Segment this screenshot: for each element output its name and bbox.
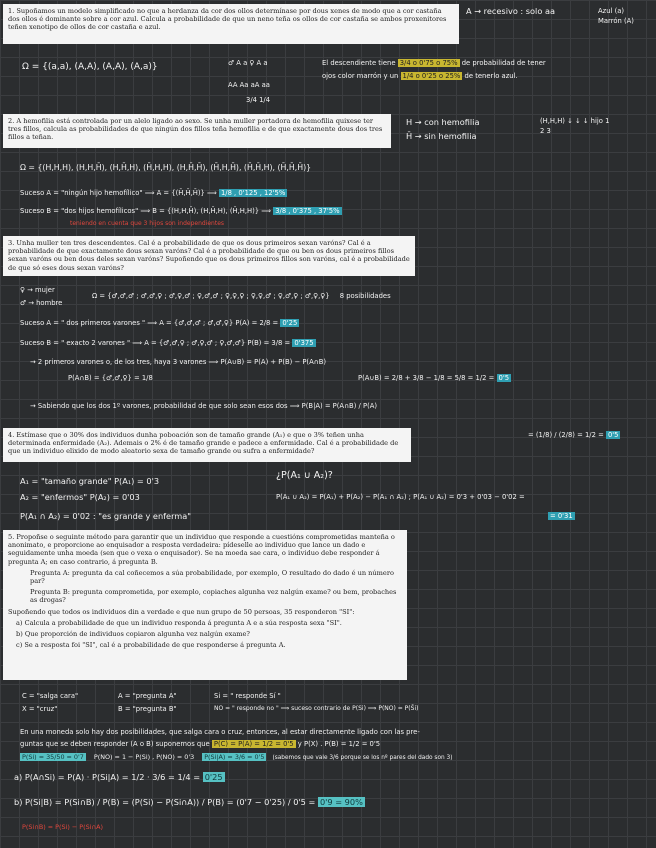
problem4-text: 4. Estímase que o 30% dos individuos dunha poboación son de tamaño grande (A₁) e que o 3% teñen unha determinada enfermidade (A₂). Ademais o 2% é de tamaño grande e padece a enfermidade. Cal é a probabilidade de que un individuo elixido de modo aleatorio sexa de tamaño grande ou sufra a enfermidade? xyxy=(8,431,399,456)
p5-prob-si: P(Si) = 35/50 = 0'7 xyxy=(22,753,84,761)
p2-legend1: H → con hemofilia xyxy=(406,117,480,127)
p3-sucB-text: Suceso B = " exacto 2 varones " ⟹ A = {♂,♂,♀ ; ♂,♀,♂ ; ♀,♂,♂} P(B) = 3/8 = xyxy=(20,339,291,347)
problem3-statement xyxy=(3,236,415,276)
p1-conclusion-line1 xyxy=(322,58,546,68)
p3-sucB-result: 0'375 xyxy=(294,339,314,347)
p5-answer-a-result: 0'25 xyxy=(204,772,223,782)
p3-line3: → 2 primeros varones o, de los tres, haya 3 varones ⟹ P(A∪B) = P(A) + P(B) − P(A∩B) xyxy=(30,358,327,366)
p3-sucA-result: 0'25 xyxy=(282,319,298,327)
p3-omega-count: 8 posibilidades xyxy=(339,292,391,300)
p3-line4a: P(A∩B) = {♂,♂,♀} = 1/8 xyxy=(68,374,153,382)
p4-l1: A₁ = "tamaño grande" P(A₁) = 0'3 xyxy=(20,476,160,486)
problem5-part-c: c) Se a resposta foi "SI", cal é a probabilidade de que responderse á pregunta A. xyxy=(16,641,286,650)
p5-text-line2b: y P(X) . P(B) = 1/2 = 0'5 xyxy=(297,740,381,748)
p3-line4-result: 0'5 xyxy=(498,374,510,382)
p5-answer-b-text: b) P(Si|B) = P(Si∩B) / P(B) = (P(Si) − P(Si∩A)) / P(B) = (0'7 − 0'25) / 0'5 = xyxy=(14,797,316,807)
p3-sucB xyxy=(20,338,316,348)
p3-line4b xyxy=(358,373,511,383)
p3-line6 xyxy=(528,430,620,440)
p2-omega: Ω = {(H,H,H), (H,H,H̄), (H,H̄,H), (H̄,H,H), (H,H̄,H̄), (H̄,H,H̄), (H̄,H̄,H), (H̄,H̄,H̄)} xyxy=(20,163,312,172)
p1-conclusion-b: de probabilidad de tener xyxy=(461,59,546,67)
p3-omega xyxy=(92,291,391,301)
p1-note-top: A → recesivo : solo aa xyxy=(466,6,555,16)
p1-cross-probs: 3/4 1/4 xyxy=(246,96,271,104)
p3-line5: → Sabiendo que los dos 1º varones, probabilidad de que solo sean esos dos ⟹ P(B|A) = P(A∩B) / P(A) xyxy=(30,402,378,410)
p5-def-c: C = "salga cara" xyxy=(22,692,79,700)
p5-def-x: X = "cruz" xyxy=(22,705,58,713)
p2-eventB-result: 3/8 , 0'375 , 37'5% xyxy=(275,207,340,215)
p3-legend-f: ♀ → mujer xyxy=(20,286,55,294)
p2-legend2: H̄ → sin hemofilia xyxy=(406,131,477,141)
p2-tree: (H,H,H) ↓ ↓ ↓ hijo 1 2 3 xyxy=(540,117,610,135)
p5-prob-c-a: P(C) = P(A) = 1/2 = 0'5 xyxy=(213,740,294,748)
problem1-text: 1. Supoñamos un modelo simplificado no que a herdanza da cor dos ollos determínase por dous xenes de modo que a cor castaña dos ollos é dominante sobre a cor azul. Calcula a probabilidade de que un neno teña os ollos de cor castaña se ambos proxenitores teñen xenotipo de ollos de cor castaña e azul. xyxy=(8,7,447,32)
p1-result-blue: 1/4 o 0'25 o 25% xyxy=(402,72,461,80)
p2-eventA xyxy=(20,188,287,198)
p3-sucA xyxy=(20,318,299,328)
p5-text-line3 xyxy=(20,752,452,763)
p2-eventA-result: 1/8 , 0'125 , 12'5% xyxy=(220,189,286,197)
p3-line4b-text: P(A∪B) = 2/8 + 3/8 − 1/8 = 5/8 = 1/2 = xyxy=(358,374,495,382)
p5-def-b: B = "pregunta B" xyxy=(118,705,177,713)
p5-text-line2a: guntas que se deben responder (A o B) suponemos que xyxy=(20,740,210,748)
p1-result-brown: 3/4 o 0'75 o 75% xyxy=(399,59,458,67)
p1-cross-children: AA Aa aA aa xyxy=(228,81,270,89)
p1-note-right: Azul (a) Marrón (A) xyxy=(598,7,634,25)
p4-l3: P(A₁ ∩ A₂) = 0'02 : "es grande y enferma" xyxy=(20,511,192,521)
p5-prob-si-given-a: P(Si|A) = 3/6 = 0'5 xyxy=(204,753,265,761)
p4-question: ¿P(A₁ ∪ A₂)? xyxy=(276,470,333,481)
p5-def-si: Si = " responde Sí " xyxy=(214,692,281,700)
p5-answer-b xyxy=(14,797,365,807)
p4-formula: P(A₁ ∪ A₂) = P(A₁) + P(A₂) − P(A₁ ∩ A₂) ; P(A₁ ∪ A₂) = 0'3 + 0'03 − 0'02 = xyxy=(276,493,525,501)
problem1-statement xyxy=(3,4,459,44)
p5-answer-a-text: a) P(A∩Si) = P(A) · P(Si|A) = 1/2 · 3/6 = 1/4 = xyxy=(14,772,201,782)
p1-conclusion-d: de tenerlo azul. xyxy=(464,72,518,80)
problem2-statement xyxy=(3,114,391,148)
p5-answer-b-note: P(Si∩B) = P(Si) − P(Si∩A) xyxy=(22,823,103,831)
p1-conclusion-line2 xyxy=(322,71,518,81)
p5-prob-no: P(NO) = 1 − P(Si) , P(NO) = 0'3 xyxy=(93,753,195,761)
p4-result: = 0'31 xyxy=(550,512,573,520)
problem3-text: 3. Unha muller ten tres descendentes. Cal é a probabilidade de que os dous primeiros sexan varóns? Cal é a probabilidade de que exactamente dous sexan varóns? Cal é a probabilidade de que ou ben os dous primeiros fillos sexan varóns ou ben dous deles sexan varóns? Supoñendo que os dous primeiros fillos son varóns, cal é a probabilidade de que só eses dous sexan varóns? xyxy=(8,239,410,272)
problem5-question-b: Pregunta B: pregunta comprometida, por exemplo, copiaches algunha vez nalgún exame? ou bem, probaches as drogas? xyxy=(30,588,397,605)
p2-eventB-text: Suceso B = "dos hijos hemofílicos" ⟹ B = {(H,H,H̄), (H,H̄,H), (H̄,H,H)} ⟹ xyxy=(20,207,272,215)
problem5-part-b: b) Que proporción de individuos copiaron algunha vez nalgún exame? xyxy=(16,630,250,639)
problem4-statement xyxy=(3,428,411,462)
p4-result-wrap xyxy=(548,511,575,521)
problem5-intro: 5. Propoñse o seguinte método para garantir que un individuo que responde a cuestións comprometidas manteña o anonimato, e proporcione ao enquisador a resposta verdadeira: pídeselle ao individuo que lance un dado e seguidamente unha moeda (sen que o vexa o enquisador). Se na moeda sae cara, o individuo debe responder á pregunta A; en caso contrario, á pregunta B. xyxy=(8,533,395,566)
p5-answer-b-result: 0'9 = 90% xyxy=(319,797,363,807)
p5-dice-note: (sabemos que vale 3/6 porque se los nº pares del dado son 3) xyxy=(272,755,453,761)
p1-omega: Ω = {(a,a), (A,A), (A,A), (A,a)} xyxy=(22,62,158,72)
problem2-text: 2. A hemofilia está controlada por un alelo ligado ao sexo. Se unha muller portadora de hemofilia quixese ter tres fillos, calcula as probabilidades de que ningún dos fillos teña hemofilia e de que exactamente dous dos tres fillos a teñan. xyxy=(8,117,383,142)
p5-answer-a xyxy=(14,772,225,782)
p3-line6-text: = (1/8) / (2/8) = 1/2 = xyxy=(528,431,604,439)
problem5-part-a: a) Calcula a probabilidade de que un individuo responda á pregunta A e a súa resposta sexa "SI". xyxy=(16,618,342,627)
p1-conclusion-c: ojos color marrón y un xyxy=(322,72,399,80)
p4-l2: A₂ = "enfermos" P(A₂) = 0'03 xyxy=(20,492,140,502)
p3-sucA-text: Suceso A = " dos primeros varones " ⟹ A = {♂,♂,♂ ; ♂,♂,♀} P(A) = 2/8 = xyxy=(20,319,279,327)
p5-def-a: A = "pregunta A" xyxy=(118,692,177,700)
p3-line6-result: 0'5 xyxy=(607,431,619,439)
p1-cross-parents: ♂ A a ♀ A a xyxy=(228,59,268,67)
problem5-question-a: Pregunta A: pregunta da cal coñecemos a súa probabilidade, por exemplo, O resultado do dado é un número par? xyxy=(30,568,394,586)
p2-eventA-text: Suceso A = "ningún hijo hemofílico" ⟹ A = {(H̄,H̄,H̄)} ⟹ xyxy=(20,189,217,197)
p5-text-line2 xyxy=(20,739,380,749)
p5-def-no: NO = " responde no " ⟹ suceso contrario de P(Si) ⟹ P(NO) = P(S̄i) xyxy=(214,705,419,712)
problem5-statement xyxy=(3,530,407,680)
p2-eventB-note: teniendo en cuenta que 3 hijos son independientes xyxy=(70,220,225,227)
p2-eventB xyxy=(20,206,342,216)
p3-legend-m: ♂ → hombre xyxy=(20,299,63,307)
p5-text-line1: En una moneda solo hay dos posibilidades, que salga cara o cruz, entonces, al estar directamente ligado con las pre- xyxy=(20,728,420,736)
p3-omega-set: Ω = {♂,♂,♂ ; ♂,♂,♀ ; ♂,♀,♂ ; ♀,♂,♂ ; ♀,♀,♀ ; ♀,♀,♂ ; ♀,♂,♀ ; ♂,♀,♀} xyxy=(92,292,330,300)
problem5-assumption: Supoñendo que todos os individuos din a verdade e que nun grupo de 50 persoas, 35 responderon "SI": xyxy=(8,607,355,616)
p1-conclusion-a: El descendiente tiene xyxy=(322,59,396,67)
